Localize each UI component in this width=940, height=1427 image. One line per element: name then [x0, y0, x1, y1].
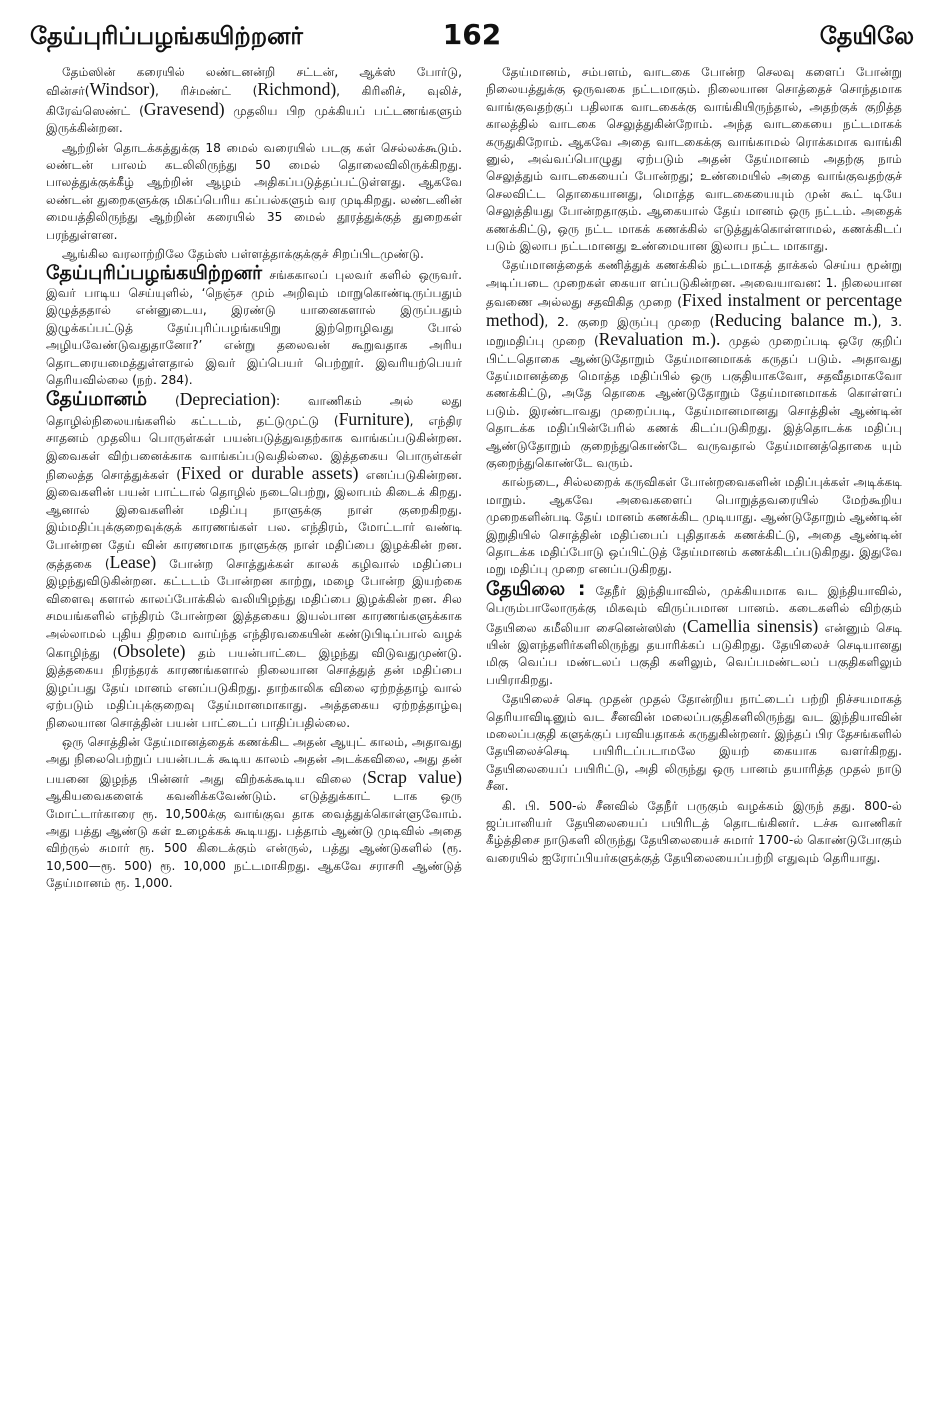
encyclopedia-entry: தேயிலை : தேநீர் இந்தியாவில், முக்கியமாக வட இந்தியாவில், பெரும்பாலோருக்கு மிகவும் விருப்பமான பானம். கடைகளில் விற்கும் தேயிலை கமீலியா சைனென்ஸிஸ் (Camellia sinensis) என்னும் செடி யின் இளந்தளிர்களிலிருந்து தயாரிக்கப் படுகிறது. தேயிலைச் செடியானது மிகு வெப்ப மண்டலப் பகுதி களிலும், வெப்பமண்டலப் பகுதிகளிலும் பயிராகிறது. [486, 577, 902, 687]
paragraph: ஆற்றின் தொடக்கத்துக்கு 18 மைல் வரையில் படகு கள் செல்லக்கூடும். லண்டன் பாலம் கடலிலிருந்து 50 மைல் தொலைவிலிருக்கிறது. பாலத்துக்குக்கீழ் ஆற்றின் ஆழம் அதிகப்படுத்தப்பட்டுள்ளது. ஆகவே லண்டன் துறைகளுக்கு மிகப்பெரிய கப்பல்களும் வர முடிகிறது. லண்டனின் மையத்திலிருந்து ஆற்றின் கரையில் 35 மைல் தூரத்துக்குத் துறைகள் பரந்துள்ளன. [46, 140, 462, 242]
paragraph: கி. பி. 500-ல் சீனவில் தேநீர் பருகும் வழக்கம் இருந் தது. 800-ல் ஜப்பானியர் தேயிலையைப் பயிரிடத் தொடங்கினர். டச்சு வாணிகர் கீழ்த்திசை நாடுகளி லிருந்து தேயிலையைச் சுமார் 1700-ல் கொண்டுபோகும் வரையில் ஐரோப்பியர்களுக்குத் தேயிலையைப்பற்றி எதுவும் தெரியாது. [486, 798, 902, 865]
paragraph: ஒரு சொத்தின் தேய்மானத்தைக் கணக்கிட அதன் ஆயுட் காலம், அதாவது அது நிலைபெற்றுப் பயன்படக் கூடிய காலம் அதன் அடக்கவிலை, அது தன் பயனை இழந்த பின்னர் அது விற்கக்கூடிய விலை (Scrap value) ஆகியவைகளைக் கவனிக்கவேண்டும். எடுத்துக்காட் டாக ஒரு மோட்டார்காரை ரூ. 10,500க்கு வாங்குவ தாக வைத்துக்கொள்ளுவோம். அது பத்து ஆண்டு கள் உழைக்கக் கூடியது. பத்தாம் ஆண்டு முடிவில் அதை விற்ருல் சுமார் ரூ. 500 கிடைக்கும் என்ருல், பத்து ஆண்டுகளில் (ரூ. 10,500—ரூ. 500) ரூ. 10,000 நட்டமாகிறது. ஆகவே சராசரி ஆண்டுத் தேய்மானம் ரூ. 1,000. [46, 735, 462, 891]
latin-term: Reducing balance m.) [714, 309, 878, 330]
right-column [486, 64, 902, 869]
entry-headword: தேய்மானம் [46, 388, 148, 411]
entry-headword: தேய்புரிப்பழங்கயிற்றனர் [46, 262, 263, 285]
latin-term: Revaluation m.). [598, 329, 721, 350]
paragraph: ஆங்கில வரலாற்றிலே தேம்ஸ் பள்ளத்தாக்குக்குச் சிறப்பிடமுண்டு. [62, 247, 424, 262]
paragraph: தேய்மானத்தைக் கணித்துக் கணக்கில் நட்டமாகத் தாக்கல் செய்ய மூன்று அடிப்படை முறைகள் கையா ளப்படுகின்றன. அவையாவன: 1. நிலையான தவணை அல்லது சதவிகித முறை (Fixed instalment or percentage method), 2. குறை இருப்பு முறை (Reducing balance m.), 3. மறுமதிப்பு முறை (Revaluation m.). முதல் முறைப்படி ஒரே குறிப் பிட்டதொகை ஆண்டுதோறும் தேய்மானமாகக் கருதப் படும். அதாவது தேய்மானத்தை மொத்த மதிப்பில் ஒரு பகுதியாகவோ, சதவீதமாகவோ கணக்கிட்டு, அதே தொகை ஆண்டுதோறும் தேய்மானமாகக் கொள்ளப் படும். இரண்டாவது முறைப்படி, தேய்மானமானது சொத்தின் ஆண்டின் தொடக்க மதிப்பின்பேரில் கணக் கிடப்படுகிறது. இத்தொடக்க மதிப்பு ஆண்டுதோறும் குறைந்துகொண்டே வருவதால் தேய்மானத்தொகை யும் குறைந்துகொண்டே வரும். [486, 258, 902, 470]
running-head-right: தேயிலே [819, 22, 914, 50]
left-column [46, 64, 462, 895]
paragraph: தேய்மானம், சம்பளம், வாடகை போன்ற செலவு களைப் போன்று நிலையத்துக்கு ஒருவகை நட்டமாகும். நிலையான சொத்தைச் சொந்தமாக வாங்குவதற்குப் பதிலாக வாடகைக்கு வாங்கியிருந்தால், அதற்குக் குறித்த காலத்தில் வாடகை செலுத்துகின்றோம். அந்த வாடகையை நட்டமாகக் கருதுகிறோம். ஆகவே அதை வாடகைக்கு வாங்காமல் ரொக்கமாக வாங்கி னுல், அவ்வப்பொழுது ஏற்படும் அதன் தேய்மானம் அதற்கு நாம் செலுத்தும் வாடகையைப் போன்றது; உண்மையில் அதை வாங்குவதற்குச் செலவிட்ட தொகையானது, மொத்த வாடகையையும் முன் கூட் டியே செலுத்தியது போன்றதாகும். ஆகையால் தேய் மானம் ஒரு நட்டம். அதைக் கணக்கிட்டு, ஒரு நட்ட மாகக் கணக்கில் எடுத்துக்கொள்ளாமல், கணக்கிடப் படும் இலாப நட்டமானது உண்மையான இலாப நட்ட மாகாது. [486, 65, 902, 254]
page-number: 162 [442, 18, 502, 51]
latin-term: Camellia sinensis) [687, 615, 819, 636]
paragraph: தேயிலைச் செடி முதன் முதல் தோன்றிய நாட்டைப் பற்றி நிச்சயமாகத் தெரியாவிடினும் வட சீனவின் மலைப்பகுதிகளிலிருந்து வட இந்தியாவின் மலைப்பகுதி களுக்குப் பரவியதாகக் கருதுகின்றனர். இந்தப் பிர தேசங்களில் தேயிலைச்செடி பயிரிடப்படாமலே இயற் கையாக வளர்கிறது. தேயிலையைப் பயிரிட்டு, அதி லிருந்து ஒரு பானம் தயாரித்த முதல் நாடு சீன. [486, 692, 902, 794]
latin-term: Obsolete) [117, 641, 186, 661]
running-head-left: தேய்புரிப்பழங்கயிற்றனர் [30, 22, 303, 50]
paragraph: கால்நடை, சில்லறைக் கருவிகள் போன்றவைகளின் மதிப்புக்கள் அடிக்கடி மாறும். ஆகவே அவைகளைப் பொறுத்தவரையில் மேற்கூறிய முறைகளின்படி தேய் மானம் கணக்கிட முடியாது. ஆண்டுதோறும் ஆண்டின் இறுதியில் சொத்தின் மதிப்பைப் புதிதாகக் கணக்கிட்டு, அதை ஆண்டின் தொடக்க மதிப்போடு ஒப்பிட்டுத் தேய்மானம் கணக்கிடப்படுகிறது. இதுவே மறு மதிப்பு முறை எனப்படுகிறது. [486, 475, 902, 577]
page-header [30, 18, 914, 58]
entry-headword: தேயிலை : [486, 577, 586, 600]
encyclopedia-entry: தேய்மானம் (Depreciation): வாணிகம் அல் லது தொழில்நிலையங்களில் கட்டடம், தட்டுமுட்டு (Furniture), எந்திர சாதனம் முதலிய பொருள்கள் பயன்படுத்துவதற்காக வாங்கப்படுகின்றன. இவைகள் விற்பனைக்காக வாங்கப்படுவதில்லை. இத்தகைய பொருள்கள் நிலைத்த சொத்துக்கள் (Fixed or durable assets) எனப்படுகின்றன. இவைகளின் பயன் பாட்டால் தொழில் நடைபெற்று, இலாபம் கிடைக் கிறது. ஆனால் இவைகளின் மதிப்பு நாளுக்கு நாள் குறைகிறது. இம்மதிப்புக்குறைவுக்குக் காரணங்கள் பல. எந்திரம், மோட்டார் வண்டி போன்றன தேய் வின் காரணமாக நாளுக்கு நாள் மதிப்பை இழக்கின் றன. குத்தகை (Lease) போன்ற சொத்துக்கள் காலக் கழிவால் மதிப்பை இழந்துவிடுகின்றன. கட்டடம் போன்றன காற்று, மழை போன்ற இயற்கை விளைவு களால் காலப்போக்கில் வலியிழந்து மதிப்பை இழக்கின் றன. சில சமயங்களில் எந்திரம் போன்றன இத்தகைய இயல்பான காரணங்களுக்காக அல்லாமல் புதிய திறமை வாய்ந்த எந்திரவகையின் கண்டுபிடிப்பால் வழக் கொழிந்து (Obsolete) தம் பயன்பாட்டை இழந்து விடுவதுமுண்டு. இத்தகைய நிரந்தரக் காரணங்களால் நிலையான சொத்துத் தன் மதிப்பை இழப்பது தேய் மானம் எனப்படுகிறது. தாற்காலிக விலை ஏற்றத்தாழ் வால் ஏற்படும் மதிப்புக்குறைவு தேய்மானமாகாது. அத்தகைய ஏற்றத்தாழ்வு நிலையான சொத்தின் பயன் பாட்டைப் பாதிப்பதில்லை. [46, 388, 462, 730]
latin-term: Scrap value) [367, 766, 462, 787]
latin-term: Depreciation) [179, 389, 276, 410]
encyclopedia-entry: தேய்புரிப்பழங்கயிற்றனர் சங்ககாலப் புலவர் களில் ஒருவர். இவர் பாடிய செய்யுளில், ‘நெஞ்ச மும் அறிவும் மாறுகொண்டிருப்பதும் இழுத்ததால் என்னுடைய, இரண்டு யானைகளால் இருப்பதும் இழுக்கப்பட்டுத் தேய்புரிப்பழங்கயிறு இற்றொழிவது போல் அழியவேண்டுவதுதானோ?’ என்று தலைவன் கூறுவதாக அரிய தொடரையமைத்துள்ளதால் இவர் இப்பெயர் பெற்றூர். இவரியற்பெயர் தெரியவில்லை (நற். 284). [46, 262, 462, 387]
latin-term: Gravesend) [143, 98, 225, 119]
latin-term: Lease) [109, 551, 157, 572]
latin-term: Furniture) [338, 408, 410, 429]
paragraph: தேம்ஸின் கரையில் லண்டனன்றி சட்டன், ஆக்ஸ் போர்டு, வின்சர்(Windsor), ரிச்மண்ட் (Richmond), கிரினிச், வுலிச், கிரேவ்ஸெண்ட் (Gravesend) முதலிய பிற முக்கியப் பட்டணங்களும் இருக்கின்றன. [46, 65, 462, 136]
latin-term: Fixed instalment or percentage method) [486, 290, 902, 330]
latin-term: Windsor) [89, 79, 155, 100]
latin-term: Richmond) [257, 79, 337, 100]
latin-term: Fixed or durable assets) [180, 462, 359, 483]
